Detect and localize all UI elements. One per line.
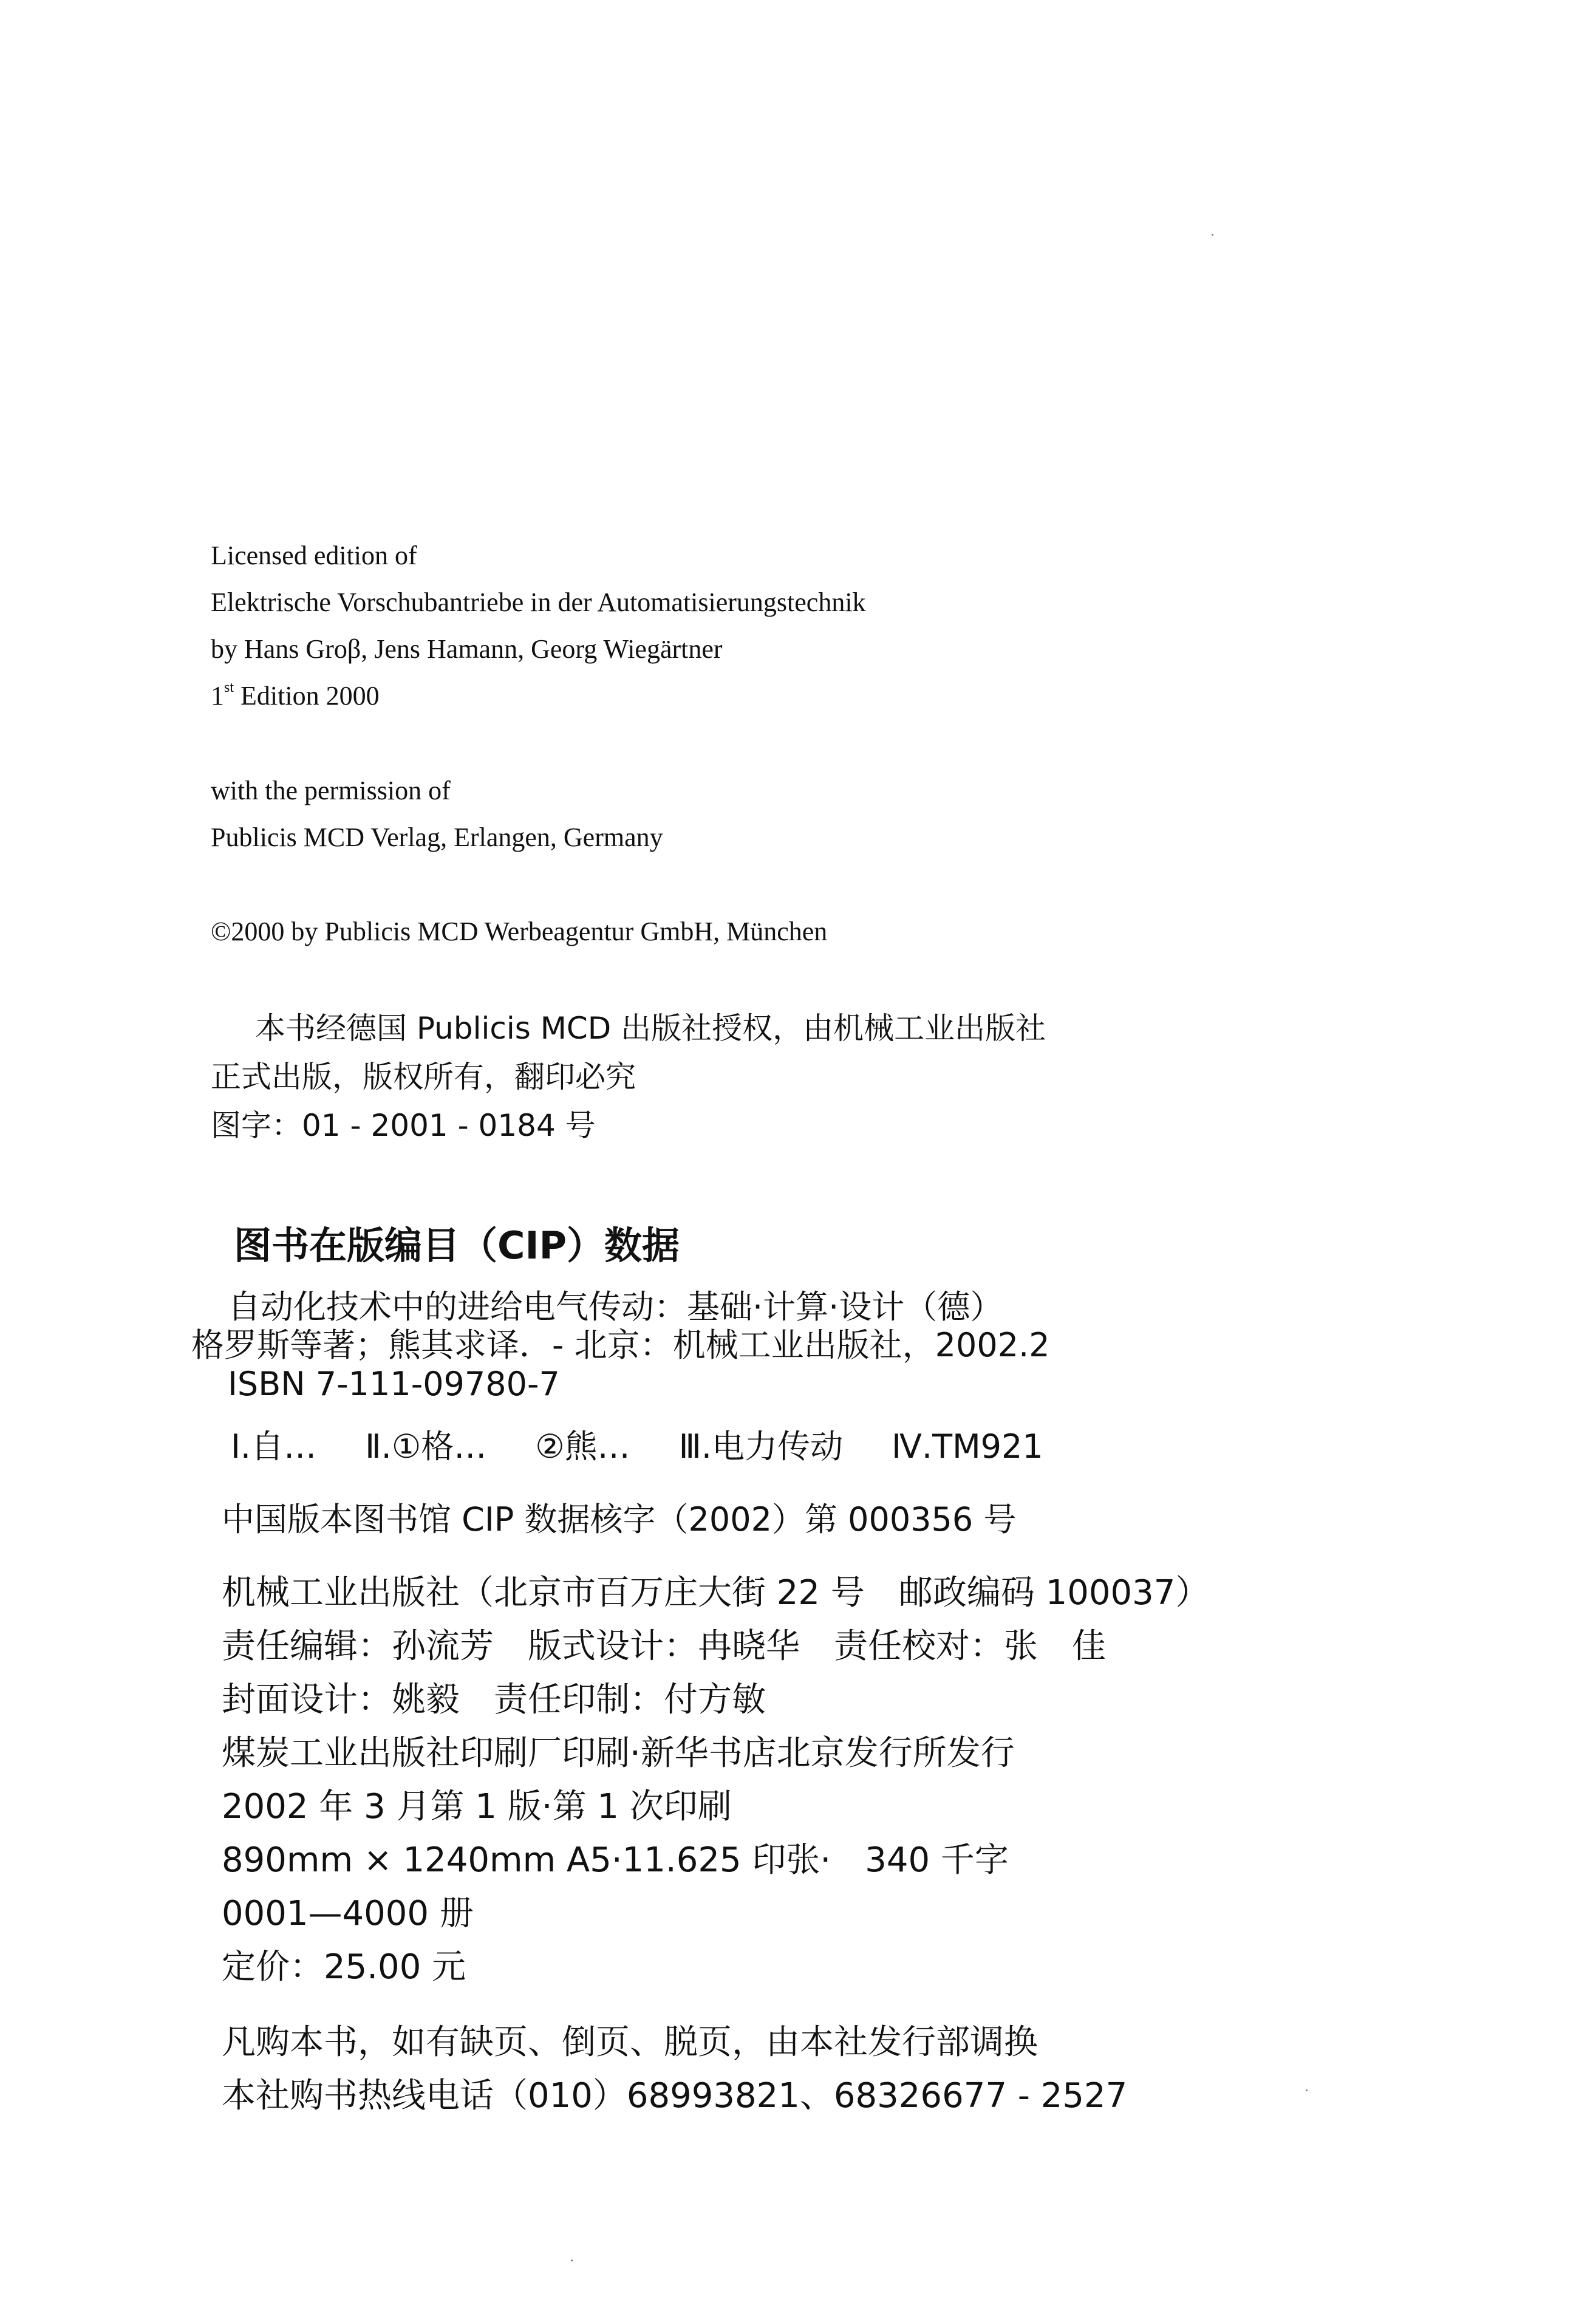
cip-title-line-1: 自动化技术中的进给电气传动：基础·计算·设计（德） [228,1288,1003,1326]
copyright-line: ©2000 by Publicis MCD Werbeagentur GmbH, München [211,917,828,946]
registration-number: 图字：01 - 2001 - 0184 号 [211,1108,596,1143]
classification-row [231,1427,1043,1466]
license-authors: by Hans Groβ, Jens Hamann, Georg Wiegärtner [211,634,723,664]
classification-item: Ⅳ.TM921 [892,1427,1043,1466]
license-original-title: Elektrische Vorschubantriebe in der Automatisierungstechnik [211,587,866,617]
scan-speck [1212,234,1213,236]
classification-item: Ⅱ.①格… [365,1427,487,1466]
edition-number: 1 [211,681,224,711]
classification-item: ②熊… [535,1427,630,1466]
rights-notice: 正式出版，版权所有，翻印必究 [211,1059,636,1095]
isbn: ISBN 7-111-09780-7 [228,1365,560,1403]
license-line-1: Licensed edition of [211,541,417,570]
format-line: 890mm × 1240mm A5·11.625 印张· 340 千字 [222,1840,1009,1880]
editors-line: 责任编辑：孙流芳 版式设计：冉晓华 责任校对：张 佳 [222,1627,1106,1666]
cip-library-record: 中国版本图书馆 CIP 数据核字（2002）第 000356 号 [222,1500,1017,1539]
print-run-line: 0001—4000 册 [222,1894,474,1933]
cip-heading: 图书在版编目（CIP）数据 [234,1223,680,1268]
edition-line: 2002 年 3 月第 1 版·第 1 次印刷 [222,1787,732,1826]
permission-line-1: with the permission of [211,776,451,805]
publisher-address: 机械工业出版社（北京市百万庄大街 22 号 邮政编码 100037） [222,1573,1210,1613]
scan-speck [571,2260,573,2261]
printer-line: 煤炭工业出版社印刷厂印刷·新华书店北京发行所发行 [222,1734,1015,1773]
classification-item: Ⅲ.电力传动 [678,1427,844,1466]
authorization-notice: 本书经德国 Publicis MCD 出版社授权，由机械工业出版社 [255,1011,1046,1046]
design-line: 封面设计：姚毅 责任印制：付方敏 [222,1680,766,1720]
permission-publisher: Publicis MCD Verlag, Erlangen, Germany [211,822,663,852]
edition-text: Edition 2000 [234,681,380,711]
defect-notice: 凡购本书，如有缺页、倒页、脱页，由本社发行部调换 [222,2023,1038,2062]
classification-item: Ⅰ.自… [231,1427,317,1466]
edition-superscript: st [224,680,234,695]
license-edition [211,680,380,711]
scan-speck [1306,2089,1308,2091]
cip-title-line-2: 格罗斯等著；熊其求译．- 北京：机械工业出版社，2002.2 [191,1326,1050,1364]
price-line: 定价：25.00 元 [222,1947,466,1987]
hotline: 本社购书热线电话（010）68993821、68326677 - 2527 [222,2076,1128,2116]
